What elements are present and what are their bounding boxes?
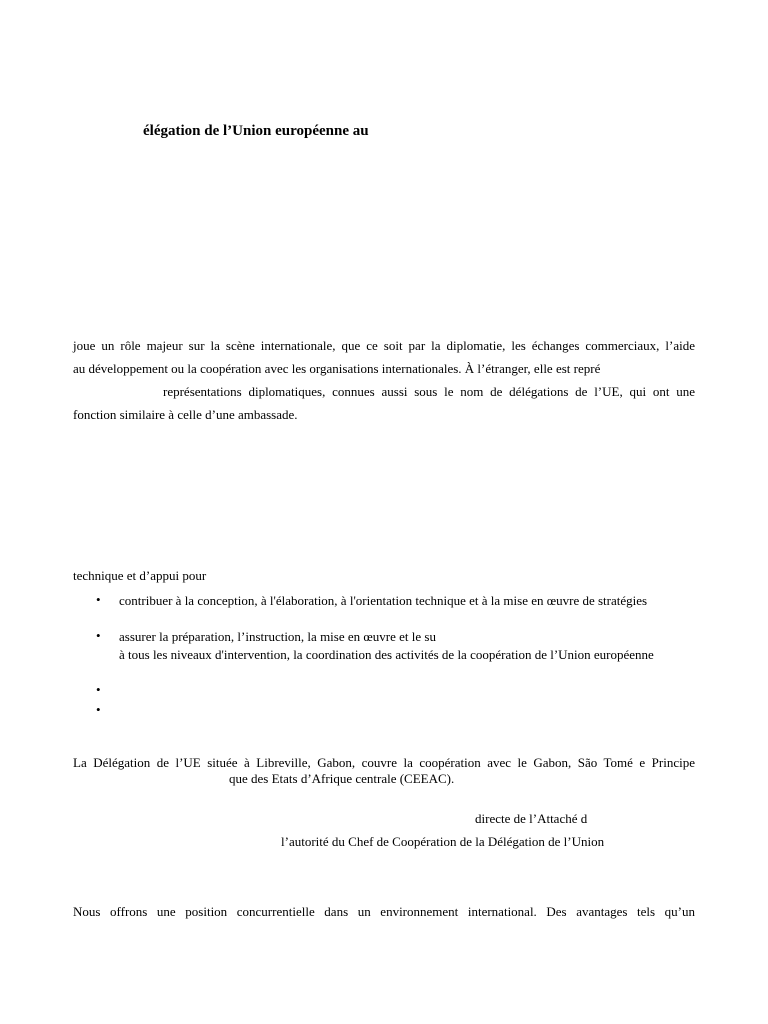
list-item-text: assurer la préparation, l’instruction, la mise en œuvre et le su <box>119 629 436 644</box>
support-intro: technique et d’appui pour <box>73 568 207 583</box>
list-item-text: contribuer à la conception, à l'élaboration, à l'orientation technique et à la mise en œuvre de stratégies <box>119 593 648 608</box>
list-item-continuation: à tous les niveaux d'intervention, la coordination des activités de la coopération de l’Union européenne <box>119 647 654 662</box>
delegation-line: La Délégation de l’UE située à Libreville, Gabon, couvre la coopération avec le Gabon, São Tomé e Principe <box>73 755 695 770</box>
intro-line: au développement ou la coopération avec les organisations internationales. À l’étranger, elle est repré <box>73 361 601 376</box>
bullet-symbol: • <box>96 702 101 717</box>
bullet-symbol: • <box>96 628 101 643</box>
document-title: élégation de l’Union européenne au <box>143 123 369 139</box>
bullet-symbol: • <box>96 592 101 607</box>
offer-line: Nous offrons une position concurrentielle dans un environnement international. Des avantages tels qu’un <box>73 904 695 919</box>
bullet-symbol: • <box>96 682 101 697</box>
intro-line: joue un rôle majeur sur la scène internationale, que ce soit par la diplomatie, les échanges commerciaux, l’aide <box>73 338 695 353</box>
intro-line: fonction similaire à celle d’une ambassade. <box>73 407 298 422</box>
attache-line: directe de l’Attaché d <box>475 811 588 826</box>
authority-line: l’autorité du Chef de Coopération de la Délégation de l’Union <box>281 834 605 849</box>
intro-line: représentations diplomatiques, connues aussi sous le nom de délégations de l’UE, qui ont une <box>163 384 695 399</box>
delegation-line: que des Etats d’Afrique centrale (CEEAC). <box>229 771 455 786</box>
